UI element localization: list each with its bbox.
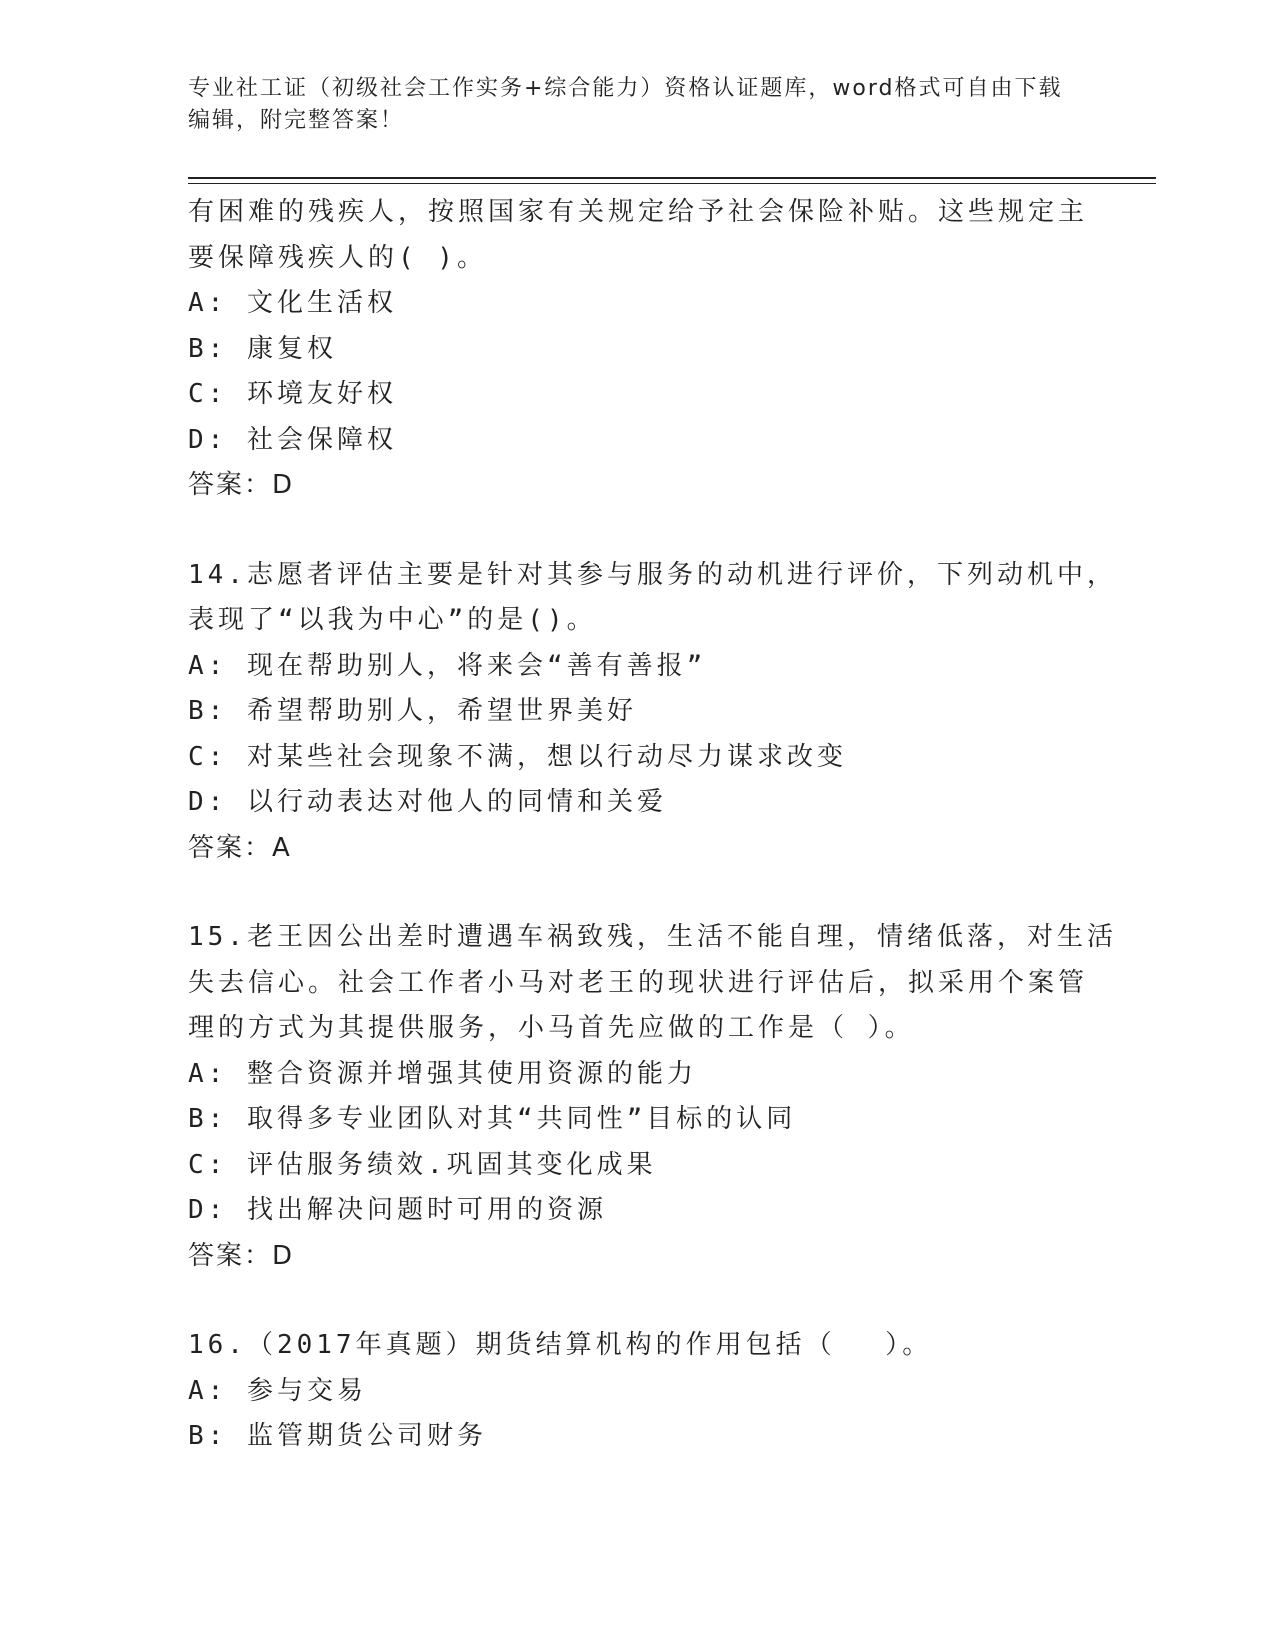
option-a: A: 整合资源并增强其使用资源的能力: [188, 1058, 697, 1089]
question-stem-line: 14.志愿者评估主要是针对其参与服务的动机进行评价，下列动机中，: [188, 559, 1117, 590]
answer: 答案：D: [188, 1240, 295, 1271]
option-d: D: 找出解决问题时可用的资源: [188, 1195, 607, 1225]
option-a: A: 文化生活权: [188, 288, 397, 318]
header-divider: [188, 177, 1156, 179]
answer: 答案：A: [188, 832, 292, 863]
option-b: B: 取得多专业团队对其“共同性”目标的认同: [188, 1104, 797, 1134]
option-b: B: 监管期货公司财务: [188, 1421, 487, 1451]
question-14: [188, 553, 1117, 872]
option-b: B: 康复权: [188, 333, 337, 364]
answer: 答案：D: [188, 470, 295, 500]
document-header: [188, 73, 1088, 137]
header-line-2: 编辑，附完整答案！: [188, 108, 405, 133]
option-c: C: 评估服务绩效.巩固其变化成果: [188, 1149, 657, 1180]
question-list: [188, 190, 1117, 1504]
option-d: D: 以行动表达对他人的同情和关爱: [188, 787, 667, 817]
question-13: [188, 190, 1088, 509]
option-a: A: 参与交易: [188, 1375, 367, 1406]
option-b: B: 希望帮助别人，希望世界美好: [188, 696, 637, 726]
question-15: [188, 915, 1117, 1279]
question-16: [188, 1323, 1088, 1460]
header-line-1: 专业社工证（初级社会工作实务+综合能力）资格认证题库，word格式可自由下载: [188, 76, 1063, 101]
question-stem-line: 16.（2017年真题）期货结算机构的作用包括（ ）。: [188, 1330, 933, 1360]
question-stem-line: 理的方式为其提供服务，小马首先应做的工作是（ ）。: [188, 1013, 915, 1043]
header-divider-thin: [188, 183, 1156, 184]
question-stem-line: 15.老王因公出差时遭遇车祸致残，生活不能自理，情绪低落，对生活: [188, 922, 1117, 952]
question-stem-line: 表现了“以我为中心”的是()。: [188, 605, 597, 635]
question-stem-line: 有困难的残疾人，按照国家有关规定给予社会保险补贴。这些规定主: [188, 197, 1089, 227]
option-d: D: 社会保障权: [188, 424, 397, 455]
option-a: A: 现在帮助别人，将来会“善有善报”: [188, 650, 707, 681]
question-stem-line: 失去信心。社会工作者小马对老王的现状进行评估后，拟采用个案管: [188, 967, 1089, 998]
question-stem-line: 要保障残疾人的( )。: [188, 242, 487, 273]
option-c: C: 环境友好权: [188, 379, 397, 409]
option-c: C: 对某些社会现象不满，想以行动尽力谋求改变: [188, 741, 847, 772]
